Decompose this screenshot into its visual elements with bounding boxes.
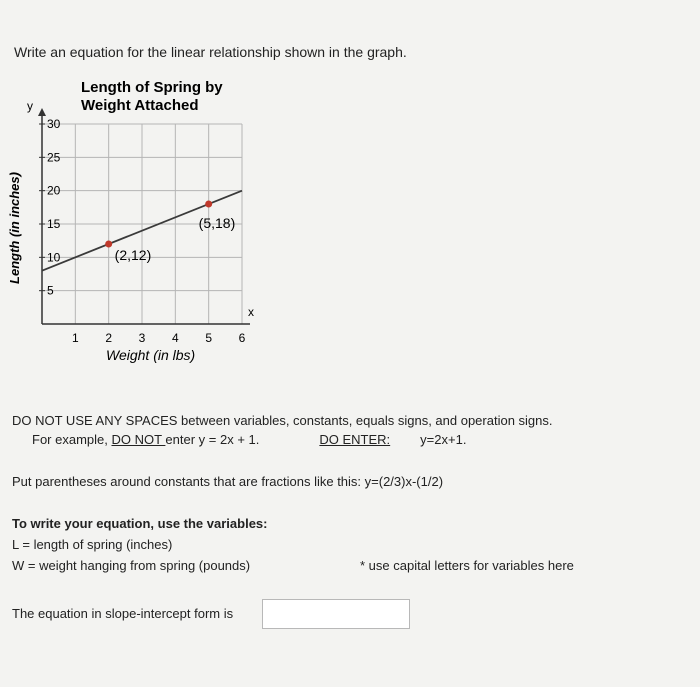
variable-w: W = weight hanging from spring (pounds) [12,558,251,573]
example-rule [32,432,466,447]
y-tick-label: 20 [47,183,61,198]
data-point-label: (2,12) [114,247,152,263]
variables-heading: To write your equation, use the variables: [12,516,268,531]
chart-title-line1: Length of Spring by [81,79,223,96]
example-prefix: For example, [32,432,112,447]
x-axis-label: Weight (in lbs) [106,347,196,363]
chart-title-line2: Weight Attached [81,97,199,114]
variable-l: L = length of spring (inches) [12,537,173,552]
x-tick-label: 5 [205,331,213,345]
y-tick-label: 5 [47,283,54,298]
x-axis-letter: x [248,305,254,319]
x-tick-label: 6 [238,331,246,345]
do-enter-example: y=2x+1. [420,432,467,447]
capital-letters-note: * use capital letters for variables here [360,558,574,573]
y-tick-label: 25 [47,150,61,165]
y-tick-label: 15 [47,217,61,231]
y-tick-label: 10 [47,250,61,265]
y-axis-letter: y [27,99,33,113]
enter-example: enter y = 2x + 1. [165,432,260,447]
y-axis-label: Length (in inches) [7,172,22,284]
data-point-label: (5,18) [198,215,236,231]
chart [0,70,300,370]
data-point [205,201,212,208]
data-point [105,241,112,248]
x-tick-label: 1 [71,331,79,345]
y-axis-arrow [38,108,46,116]
question-text: Write an equation for the linear relationship shown in the graph. [14,44,407,60]
x-tick-label: 4 [171,331,179,345]
x-tick-label: 3 [138,331,146,345]
do-not-label: DO NOT [111,432,166,447]
equation-input[interactable] [262,599,410,629]
answer-label: The equation in slope-intercept form is [12,606,234,621]
fractions-rule: Put parentheses around constants that are fractions like this: y=(2/3)x-(1/2) [12,474,444,489]
no-spaces-rule: DO NOT USE ANY SPACES between variables, constants, equals signs, and operation signs. [12,413,553,428]
x-tick-label: 2 [105,331,113,345]
y-tick-label: 30 [47,117,61,131]
do-enter-label: DO ENTER: [319,432,391,447]
